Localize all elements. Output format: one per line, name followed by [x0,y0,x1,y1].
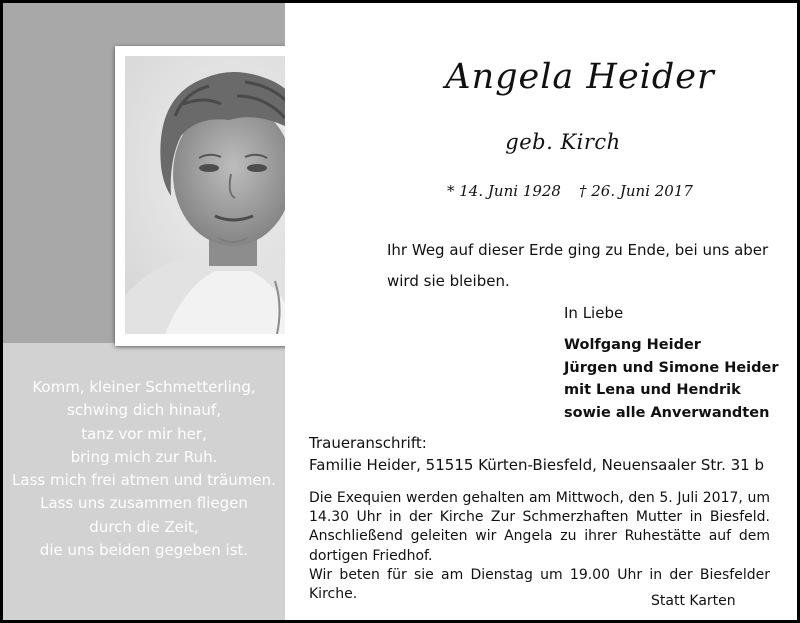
farewell-text: Ihr Weg auf dieser Erde ging zu Ende, bei uns aber wird sie bleiben. [387,241,769,290]
signatory: mit Lena und Hendrik [564,382,741,398]
mourning-address-label: Traueranschrift: [309,434,427,452]
signatory: sowie alle Anverwandten [564,404,770,421]
poem-line: Komm, kleiner Schmetterling, [32,378,256,396]
closing-note: Statt Karten [651,593,736,609]
service-info [309,489,770,604]
exequies-text: Die Exequien werden gehalten am Mittwoch, den 5. Juli 2017, um 14.30 Uhr in der Kirche Zur Schmerzhaften Mutter in Biesfeld. Anschließend geleiten wir Angela zu ihrer Ruhestätte auf dem dortigen Friedhof. [309,490,770,564]
poem-line: Lass uns zusammen fliegen [40,494,248,513]
poem-line: schwing dich hinauf, [67,401,221,420]
mourning-address: Familie Heider, 51515 Kürten-Biesfeld, Neuensaaler Str. 31 b [309,456,764,474]
poem-line: durch die Zeit, [89,517,199,536]
poem-line: tanz vor mir her, [81,424,207,443]
left-panel [3,3,285,620]
signatories [564,334,779,424]
signatory: Jürgen und Simone Heider [564,359,779,376]
life-dates [447,182,747,200]
signatory: Wolfgang Heider [564,337,701,353]
death-date: † 26. Juni 2017 [578,182,693,200]
poem-line: Lass mich frei atmen und träumen. [12,471,276,490]
poem [3,376,285,562]
poem-line: bring mich zur Ruh. [70,447,218,466]
poem-line: die uns beiden gegeben ist. [39,541,249,560]
in-love-label: In Liebe [564,304,624,322]
birth-name: geb. Kirch [505,130,621,154]
deceased-name: Angela Heider [445,57,715,97]
birth-date: * 14. Juni 1928 [447,182,561,200]
prayer-text: Wir beten für sie am Dienstag um 19.00 Uhr in der Biesfelder Kirche. [309,566,770,603]
